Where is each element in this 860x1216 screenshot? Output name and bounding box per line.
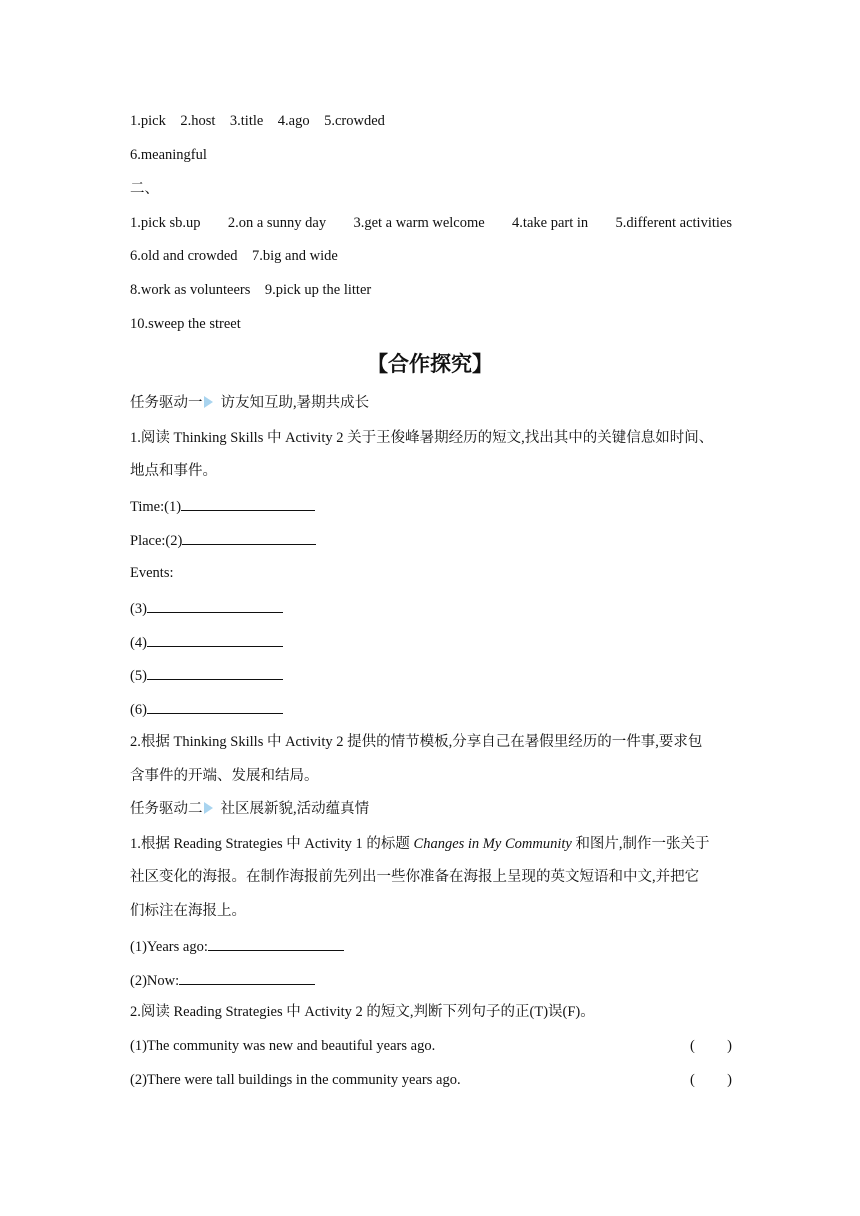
- task-one-q1-line1: 1.阅读 Thinking Skills 中 Activity 2 关于王俊峰暑期经历的短文,找出其中的关键信息如时间、: [130, 430, 714, 446]
- reading-title: Changes in My Community: [413, 836, 572, 852]
- statement-2: (2)There were tall buildings in the community years ago.: [130, 1072, 461, 1088]
- event-number: (6): [130, 702, 147, 718]
- time-row: [130, 495, 315, 517]
- task-label: 任务驱动一: [130, 395, 203, 411]
- answer-bracket[interactable]: [690, 1036, 732, 1056]
- event-blank[interactable]: [147, 664, 283, 680]
- task-one-q2-line1: 2.根据 Thinking Skills 中 Activity 2 提供的情节模板,分享自己在暑假里经历的一件事,要求包: [130, 734, 703, 750]
- arrow-icon: [204, 802, 213, 814]
- arrow-icon: [204, 396, 213, 408]
- answer-item: 1.pick sb.up: [130, 215, 201, 231]
- task-one-q1-line2: 地点和事件。: [130, 463, 217, 479]
- statement-1: (1)The community was new and beautiful years ago.: [130, 1038, 436, 1054]
- task-one-heading: [130, 393, 369, 413]
- now-blank[interactable]: [179, 969, 315, 985]
- place-label: Place:(2): [130, 533, 183, 549]
- task-two-q1-line3: 们标注在海报上。: [130, 903, 246, 919]
- answer-line-2: 6.meaningful: [130, 147, 207, 163]
- answer-item: 2.on a sunny day: [227, 215, 327, 231]
- answer-item: 3.get a warm welcome: [353, 215, 485, 231]
- paren-open: (: [690, 1038, 695, 1054]
- years-ago-blank[interactable]: [208, 935, 344, 951]
- task-title: 社区展新貌,活动蕴真情: [220, 801, 370, 817]
- q1-suffix: 和图片,制作一张关于: [571, 836, 710, 852]
- answer-line-5: 8.work as volunteers 9.pick up the litter: [130, 282, 372, 298]
- answer-line-1: 1.pick 2.host 3.title 4.ago 5.crowded: [130, 113, 385, 129]
- event-number: (3): [130, 601, 147, 617]
- task-two-heading: [130, 799, 369, 819]
- event-row: [130, 698, 283, 720]
- place-blank[interactable]: [182, 529, 316, 545]
- years-ago-row: [130, 935, 344, 957]
- answer-bracket[interactable]: [690, 1070, 732, 1090]
- event-row: [130, 631, 283, 653]
- answer-line-4: 6.old and crowded 7.big and wide: [130, 248, 338, 264]
- event-number: (4): [130, 635, 147, 651]
- task-two-q1-line1: [130, 834, 710, 854]
- event-blank[interactable]: [147, 597, 283, 613]
- answer-item: 5.different activities: [615, 215, 732, 231]
- task-one-q2-line2: 含事件的开端、发展和结局。: [130, 768, 319, 784]
- years-ago-label: (1)Years ago:: [130, 939, 208, 955]
- events-label: Events:: [130, 565, 174, 581]
- place-row: [130, 529, 316, 551]
- task-two-q2-line: 2.阅读 Reading Strategies 中 Activity 2 的短文,判断下列句子的正(T)误(F)。: [130, 1004, 595, 1020]
- event-row: [130, 664, 283, 686]
- answer-item: 4.take part in: [512, 215, 589, 231]
- now-label: (2)Now:: [130, 973, 180, 989]
- event-number: (5): [130, 668, 147, 684]
- event-blank[interactable]: [147, 698, 283, 714]
- task-label: 任务驱动二: [130, 801, 203, 817]
- paren-close: ): [727, 1072, 732, 1088]
- time-blank[interactable]: [181, 495, 315, 511]
- paren-open: (: [690, 1072, 695, 1088]
- task-two-q1-line2: 社区变化的海报。在制作海报前先列出一些你准备在海报上呈现的英文短语和中文,并把它: [130, 869, 700, 885]
- section-title: 【合作探究】: [367, 352, 493, 376]
- task-title: 访友知互助,暑期共成长: [220, 395, 370, 411]
- event-blank[interactable]: [147, 631, 283, 647]
- paren-close: ): [727, 1038, 732, 1054]
- event-row: [130, 597, 283, 619]
- answer-line-3: [130, 213, 732, 233]
- answer-line-6: 10.sweep the street: [130, 316, 241, 332]
- q1-prefix: 1.根据 Reading Strategies 中 Activity 1 的标题: [130, 836, 414, 852]
- section-two-label: 二、: [130, 181, 159, 197]
- time-label: Time:(1): [130, 499, 182, 515]
- now-row: [130, 969, 315, 991]
